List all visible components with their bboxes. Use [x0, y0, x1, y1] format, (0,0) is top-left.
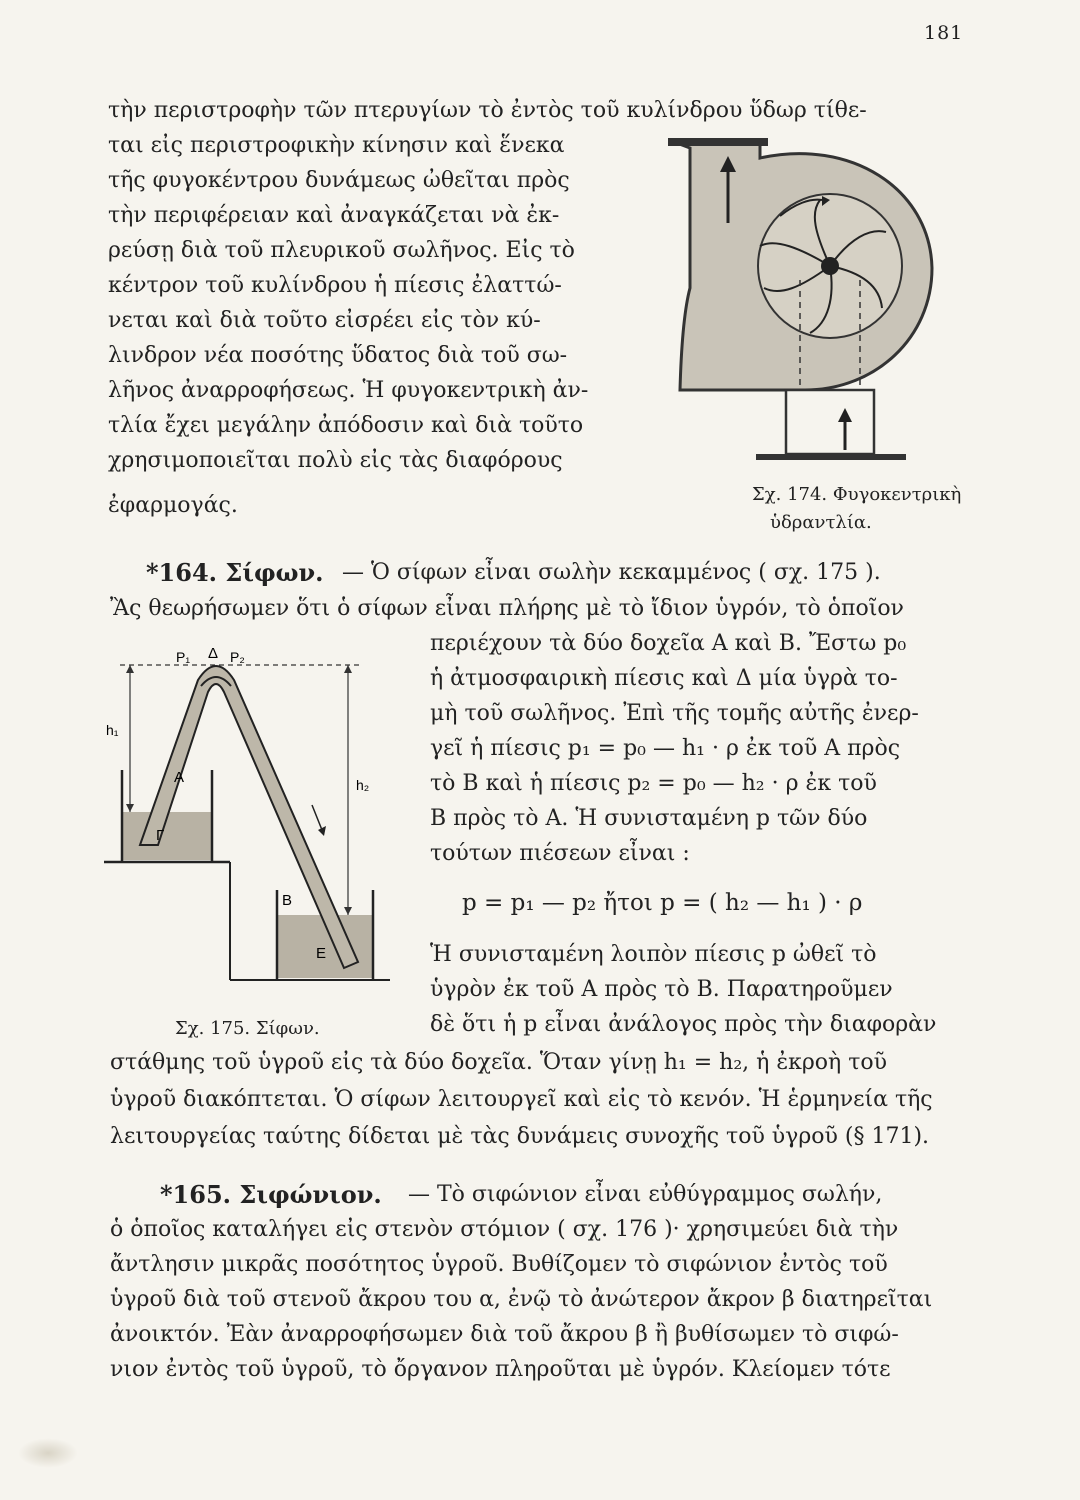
- text-line: κέντρον τοῦ κυλίνδρου ἡ πίεσις ἐλαττώ-: [108, 273, 562, 298]
- label-gamma: Γ: [156, 827, 165, 844]
- text-line: περιέχουν τὰ δύο δοχεῖα Α καὶ Β. Ἔστω p₀: [430, 631, 907, 656]
- figure-174-caption: ὑδραντλία.: [770, 512, 872, 533]
- label-p1: P₁: [176, 649, 191, 665]
- centrifugal-pump-figure: [660, 128, 980, 473]
- text-line: μὴ τοῦ σωλῆνος. Ἐπὶ τῆς τομῆς αὐτῆς ἐνερ-: [430, 701, 919, 726]
- text-line: — Τὸ σιφώνιον εἶναι εὐθύγραμμος σωλήν,: [408, 1182, 883, 1207]
- text-line: Ἡ συνισταμένη λοιπὸν πίεσις p ὠθεῖ τὸ: [430, 942, 877, 967]
- label-delta: Δ: [208, 645, 219, 662]
- figure-174-caption: Σχ. 174. Φυγοκεντρικὴ: [752, 484, 962, 505]
- text-line: Β πρὸς τὸ Α. Ἡ συνισταμένη p τῶν δύο: [430, 806, 868, 831]
- text-line: τὴν περιφέρειαν καὶ ἀναγκάζεται νὰ ἐκ-: [108, 203, 560, 228]
- text-line: τῆς φυγοκέντρου δυνάμεως ὠθεῖται πρὸς: [108, 168, 570, 193]
- text-line: δὲ ὅτι ἡ p εἶναι ἀνάλογος πρὸς τὴν διαφορὰν: [430, 1012, 937, 1037]
- ink-smudge: [18, 1438, 78, 1468]
- text-line: λειτουργείας ταύτης δίδεται μὲ τὰς δυνάμεις συνοχῆς τοῦ ὑγροῦ (§ 171).: [110, 1124, 930, 1149]
- text-line: ὑγρὸν ἐκ τοῦ Α πρὸς τὸ Β. Παρατηροῦμεν: [430, 977, 893, 1002]
- label-b: B: [282, 892, 293, 909]
- text-line: Ἂς θεωρήσωμεν ὅτι ὁ σίφων εἶναι πλήρης μὲ τὸ ἴδιον ὑγρόν, τὸ ὁποῖον: [110, 596, 904, 621]
- text-line: τὴν περιστροφὴν τῶν πτερυγίων τὸ ἐντὸς τοῦ κυλίνδρου ὕδωρ τίθε-: [108, 98, 867, 123]
- text-line: ἀνοικτόν. Ἐὰν ἀναρροφήσωμεν διὰ τοῦ ἄκρου β ἢ βυθίσωμεν τὸ σιφώ-: [110, 1322, 899, 1347]
- equation: p = p₁ — p₂ ἤτοι p = ( h₂ — h₁ ) · ρ: [462, 890, 863, 916]
- text-line: ται εἰς περιστροφικὴν κίνησιν καὶ ἕνεκα: [108, 133, 565, 158]
- section-heading: *164. Σίφων.: [146, 558, 324, 587]
- text-line: ἐφαρμογάς.: [108, 493, 238, 518]
- label-e: E: [316, 945, 327, 962]
- label-h1: h₁: [106, 722, 119, 738]
- label-p2: P₂: [230, 649, 245, 665]
- text-line: ἡ ἀτμοσφαιρικὴ πίεσις καὶ Δ μία ὑγρὰ το-: [430, 666, 898, 691]
- text-line: νεται καὶ διὰ τοῦτο εἰσρέει εἰς τὸν κύ-: [108, 308, 541, 333]
- text-line: χρησιμοποιεῖται πολὺ εἰς τὰς διαφόρους: [108, 448, 563, 473]
- figure-175-caption: Σχ. 175. Σίφων.: [175, 1018, 320, 1039]
- text-line: τὸ Β καὶ ἡ πίεσις p₂ = p₀ — h₂ · ρ ἐκ τοῦ: [430, 771, 877, 796]
- section-heading: *165. Σιφώνιον.: [160, 1180, 382, 1209]
- text-line: γεῖ ἡ πίεσις p₁ = p₀ — h₁ · ρ ἐκ τοῦ Α πρὸς: [430, 736, 901, 761]
- text-line: στάθμης τοῦ ὑγροῦ εἰς τὰ δύο δοχεῖα. Ὅταν γίνῃ h₁ = h₂, ἡ ἐκροὴ τοῦ: [110, 1050, 888, 1075]
- text-line: ὑγροῦ διακόπτεται. Ὁ σίφων λειτουργεῖ καὶ εἰς τὸ κενόν. Ἡ ἑρμηνεία τῆς: [110, 1087, 933, 1112]
- siphon-figure: [100, 640, 410, 985]
- text-line: νιον ἐντὸς τοῦ ὑγροῦ, τὸ ὄργανον πληροῦται μὲ ὑγρόν. Κλείομεν τότε: [110, 1357, 891, 1382]
- text-line: λινδρον νέα ποσότης ὕδατος διὰ τοῦ σω-: [108, 343, 568, 368]
- text-line: ὑγροῦ διὰ τοῦ στενοῦ ἄκρου του α, ἐνῷ τὸ ἀνώτερον ἄκρον β διατηρεῖται: [110, 1287, 933, 1312]
- text-line: ἄντλησιν μικρᾶς ποσότητος ὑγροῦ. Βυθίζομεν τὸ σιφώνιον ἐντὸς τοῦ: [110, 1252, 888, 1277]
- text-line: τούτων πιέσεων εἶναι :: [430, 841, 690, 866]
- text-line: ρεύσῃ διὰ τοῦ πλευρικοῦ σωλῆνος. Εἰς τὸ: [108, 238, 575, 263]
- text-line: ὁ ὁποῖος καταλήγει εἰς στενὸν στόμιον ( σχ. 176 )· χρησιμεύει διὰ τὴν: [110, 1217, 899, 1242]
- text-line: — Ὁ σίφων εἶναι σωλὴν κεκαμμένος ( σχ. 175 ).: [342, 560, 881, 585]
- label-a: A: [174, 769, 185, 786]
- text-line: λῆνος ἀναρροφήσεως. Ἡ φυγοκεντρικὴ ἀν-: [108, 378, 589, 403]
- text-line: τλία ἔχει μεγάλην ἀπόδοσιν καὶ διὰ τοῦτο: [108, 413, 584, 438]
- label-h2: h₂: [356, 777, 370, 793]
- page-number: 181: [924, 22, 964, 44]
